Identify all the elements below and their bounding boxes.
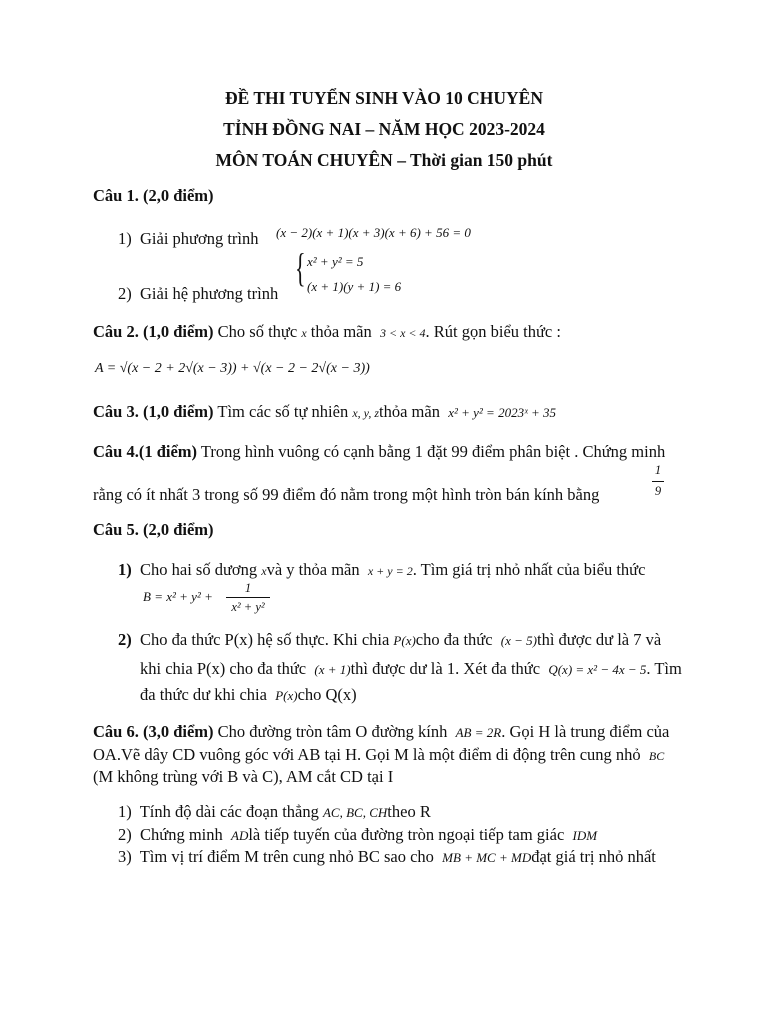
q6-item2	[118, 826, 597, 844]
q3-text2: thỏa mãn	[379, 402, 440, 421]
q5-expression-b: B = x² + y² +	[143, 589, 213, 604]
q3-equation: x² + y² = 2023ˣ + 35	[448, 405, 557, 420]
q6-diameter: AB = 2R	[455, 725, 502, 740]
q1-title: Câu 1. (2,0 điểm)	[93, 186, 214, 205]
q6-title: Câu 6. (3,0 điểm)	[93, 722, 214, 741]
q5-item2-text2: cho đa thức	[415, 630, 493, 649]
q2-title: Câu 2. (1,0 điểm)	[93, 322, 214, 341]
q3-text1: Tìm các số tự nhiên	[217, 402, 349, 421]
q5-title: Câu 5. (2,0 điểm)	[93, 520, 214, 539]
q1-item1	[118, 230, 259, 248]
q2-line	[93, 323, 561, 341]
q1-system-eq2: (x + 1)(y + 1) = 6	[307, 279, 402, 294]
q6-item2-text1: Chứng minh	[140, 825, 223, 844]
q1-item2	[118, 285, 278, 303]
q6-line2	[93, 746, 664, 764]
q4-fraction-bar	[652, 481, 664, 482]
q4-fraction-denominator: 9	[654, 484, 662, 498]
q5-item2-number: 2)	[118, 630, 132, 649]
exam-title: ĐỀ THI TUYỂN SINH VÀO 10 CHUYÊN	[225, 88, 543, 108]
q6-item2-number: 2)	[118, 825, 132, 844]
q4-line1	[93, 443, 665, 461]
q3-variables: x, y, z	[352, 406, 379, 420]
q4-line2: rằng có ít nhất 3 trong số 99 điểm đó nằm trong một hình tròn bán kính bằng	[93, 485, 600, 504]
q6-text1: Cho đường tròn tâm O đường kính	[217, 722, 448, 741]
q6-item2-text2: là tiếp tuyến của đường tròn ngoại tiếp tam giác	[248, 825, 565, 844]
q2-condition: 3 < x < 4	[379, 326, 426, 340]
q5-fraction-denominator: x² + y²	[231, 600, 265, 614]
q5-item2-text1: Cho đa thức P(x) hệ số thực. Khi chia	[140, 630, 390, 649]
q2-expression: A = √(x − 2 + 2√(x − 3)) + √(x − 2 − 2√(x − 3))	[95, 361, 370, 376]
q5-item1-text3: . Tìm giá trị nhỏ nhất của biểu thức	[412, 560, 646, 579]
q6-text2: . Gọi H là trung điểm của	[501, 722, 670, 741]
q6-item3-text1: Tìm vị trí điểm M trên cung nhỏ BC sao cho	[139, 847, 434, 866]
q2-text3: . Rút gọn biểu thức :	[425, 322, 561, 341]
q5-fraction-bar	[226, 597, 270, 598]
q5-item2-px: P(x)	[393, 633, 416, 648]
q6-item2-ad: AD	[231, 828, 249, 843]
q1-item1-number: 1)	[118, 229, 132, 248]
q1-equation: (x − 2)(x + 1)(x + 3)(x + 6) + 56 = 0	[276, 225, 471, 240]
q5-item2-line1	[118, 631, 661, 649]
q5-item2-line3	[140, 686, 357, 704]
q6-item2-idm: IDM	[572, 828, 598, 843]
q6-item3-number: 3)	[118, 847, 132, 866]
q2-text1: Cho số thực	[217, 322, 298, 341]
q6-item3-sum: MB + MC + MD	[442, 850, 532, 865]
q5-item1-variable: x	[261, 564, 267, 578]
q4-title: Câu 4.(1 điểm)	[93, 442, 198, 461]
q6-line1	[93, 723, 669, 741]
q5-item2-px2: P(x)	[275, 688, 298, 703]
q5-item2-divisor2: (x + 1)	[314, 662, 351, 677]
q2-text2: thỏa mãn	[310, 322, 372, 341]
q3-title: Câu 3. (1,0 điểm)	[93, 402, 214, 421]
q6-item3	[118, 848, 656, 866]
q4-fraction-numerator: 1	[654, 463, 662, 477]
q3-line	[93, 403, 556, 421]
q6-arc-bc: BC	[648, 749, 665, 763]
exam-subject-time: MÔN TOÁN CHUYÊN – Thời gian 150 phút	[215, 150, 553, 170]
q5-item2-text4: khi chia P(x) cho đa thức	[140, 659, 307, 678]
q6-item1-segments: AC, BC, CH	[322, 805, 388, 820]
q6-item3-text2: đạt giá trị nhỏ nhất	[531, 847, 656, 866]
q6-text3: OA.Vẽ dây CD vuông góc với AB tại H. Gọi M là một điểm di động trên cung nhỏ	[93, 745, 641, 764]
q5-item2-qx: Q(x) = x² − 4x − 5	[548, 662, 647, 677]
q5-item1-number: 1)	[118, 560, 132, 579]
q5-item1-text1: Cho hai số dương	[140, 560, 258, 579]
q4-text1: Trong hình vuông có cạnh bằng 1 đặt 99 điểm phân biệt . Chứng minh	[200, 442, 666, 461]
q5-item2-text8: cho Q(x)	[297, 685, 357, 704]
q5-item2-line2	[140, 660, 682, 678]
q6-line3: (M không trùng với B và C), AM cắt CD tại I	[93, 767, 394, 786]
q6-item1-text2: theo R	[387, 802, 431, 821]
q1-item2-text: Giải hệ phương trình	[140, 284, 279, 303]
q5-item2-text7: đa thức dư khi chia	[140, 685, 267, 704]
q5-item2-text3: thì được dư là 7 và	[537, 630, 662, 649]
q5-fraction-numerator: 1	[244, 581, 252, 595]
exam-province-year: TỈNH ĐỒNG NAI – NĂM HỌC 2023-2024	[223, 119, 545, 139]
q2-variable: x	[301, 326, 307, 340]
system-brace: {	[295, 245, 306, 290]
q5-item1-condition: x + y = 2	[367, 564, 413, 578]
q5-item1-text2: và y thỏa mãn	[266, 560, 360, 579]
q6-item1-text1: Tính độ dài các đoạn thẳng	[139, 802, 319, 821]
q5-item2-text5: thì được dư là 1. Xét đa thức	[350, 659, 541, 678]
q6-item1	[118, 803, 431, 821]
q1-system-eq1: x² + y² = 5	[307, 254, 364, 269]
q5-item1-line	[118, 561, 645, 579]
q1-item2-number: 2)	[118, 284, 132, 303]
q5-item2-divisor1: (x − 5)	[500, 633, 537, 648]
q1-item1-text: Giải phương trình	[140, 229, 259, 248]
q6-item1-number: 1)	[118, 802, 132, 821]
q5-item2-text6: . Tìm	[646, 659, 682, 678]
